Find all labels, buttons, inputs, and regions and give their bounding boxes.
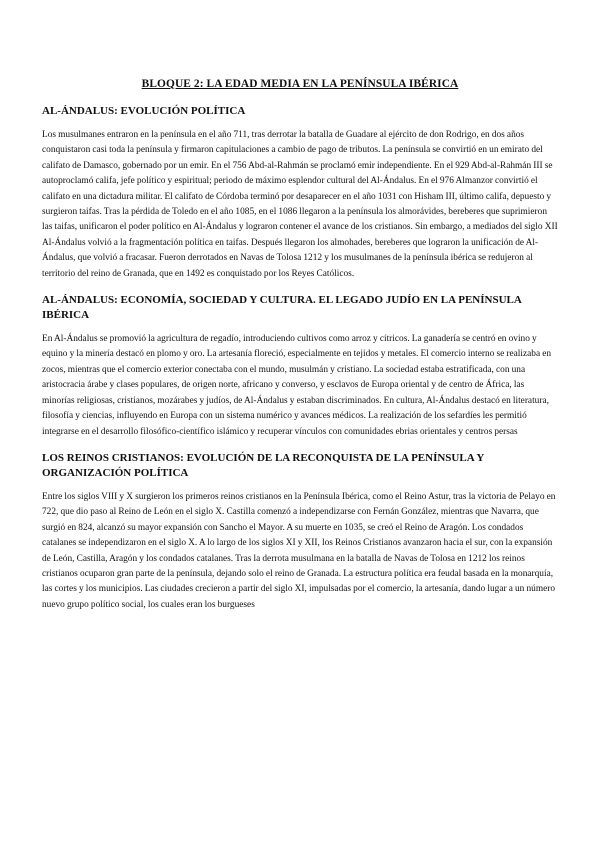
- section-body: Los musulmanes entraron en la península en el año 711, tras derrotar la batalla de Guadare al ejército de don Rodrigo, en dos años conquistaron casi toda la península y firmaron capitulaciones a cambio de pago de tributos. La península se convirtió en un emirato del califato de Damasco, gobernado por un emir. En el 756 Abd-al-Rahmán se proclamó emir independiente. En el 929 Abd-al-Rahmán III se autoproclamó califa, jefe político y espiritual; periodo de máximo esplendor cultural del Al-Ándalus. En el 976 Almanzor convirtió el califato en una dictadura militar. El califato de Córdoba terminó por desaparecer en el año 1031 con Hisham III, último califa, depuesto y surgieron taifas. Tras la pérdida de Toledo en el año 1085, en el 1086 llegaron a la península los almorávides, bereberes que suprimieron las taifas, unificaron el poder político en Al-Ándalus y lograron contener el avance de los cristianos. Sin embargo, a mediados del siglo XII Al-Ándalus volvió a la fragmentación política en taifas. Después llegaron los almohades, bereberes que lograron la unificación de Al-Ándalus, que volvió a fracasar. Fueron derrotados en Navas de Tolosa 1212 y los musulmanes de la península ibérica se redujeron al territorio del reino de Granada, que en 1492 es conquistado por los Reyes Católicos.: [42, 130, 558, 279]
- section-al-andalus-politica: [42, 104, 558, 282]
- section-heading: LOS REINOS CRISTIANOS: EVOLUCIÓN DE LA RECONQUISTA DE LA PENÍNSULA Y ORGANIZACIÓN POLÍTICA: [42, 451, 484, 479]
- document-title: BLOQUE 2: LA EDAD MEDIA EN LA PENÍNSULA IBÉRICA: [141, 78, 459, 90]
- section-heading: AL-ÁNDALUS: ECONOMÍA, SOCIEDAD Y CULTURA. EL LEGADO JUDÍO EN LA PENÍNSULA IBÉRICA: [42, 294, 522, 322]
- section-reinos-cristianos: [42, 451, 558, 613]
- section-al-andalus-economia: [42, 293, 558, 440]
- section-body: En Al-Ándalus se promovió la agricultura de regadío, introduciendo cultivos como arroz y cítricos. La ganadería se centró en ovino y equino y la minería destacó en plomo y oro. La artesanía floreció, especialmente en tejidos y metales. El comercio interno se realizaba en zocos, mientras que el comercio exterior conectaba con el mundo, musulmán y cristiano. La sociedad estaba estratificada, con una aristocracia árabe y clases populares, de origen norte, africano y converso, y esclavos de Europa oriental y de centro de África, las minorías religiosas, cristianos, mozárabes y judíos, de Al-Ándalus y estaban discriminados. En cultura, Al-Ándalus destacó en literatura, filosofía y ciencias, influyendo en Europa con un sistema numérico y avances médicos. La realización de los sefardíes les permitió integrarse en el desarrollo filosófico-científico islámico y recuperar vínculos con comunidades ebrias orientales y centros persas: [42, 334, 552, 437]
- section-body: Entre los siglos VIII y X surgieron los primeros reinos cristianos en la Península Ibérica, como el Reino Astur, tras la victoria de Pelayo en 722, que dio paso al Reino de León en el siglo X. Castilla comenzó a independizarse con Fernán González, mientras que Navarra, que surgió en 824, alcanzó su mayor expansión con Sancho el Mayor. A su muerte en 1035, se creó el Reino de Aragón. Los condados catalanes se independizaron en el siglo X. A lo largo de los siglos XI y XII, los Reinos Cristianos avanzaron hacia el sur, con la expansión de León, Castilla, Aragón y los condados catalanes. Tras la derrota musulmana en la batalla de Navas de Tolosa en 1212 los reinos cristianos ocuparon gran parte de la península, dejando solo el reino de Granada. La estructura política era feudal basada en la monarquía, las cortes y los municipios. Las ciudades crecieron a partir del siglo XI, impulsadas por el comercio, la artesanía, dando lugar a un número nuevo grupo político social, los cuales eran los burgueses: [42, 491, 556, 610]
- section-heading: AL-ÁNDALUS: EVOLUCIÓN POLÍTICA: [42, 105, 246, 117]
